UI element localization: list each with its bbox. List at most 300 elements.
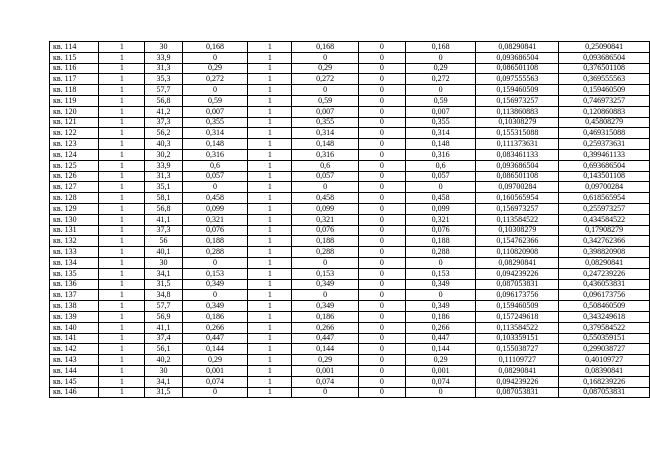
table-cell: 1 — [248, 117, 292, 128]
table-cell: 0,29 — [292, 355, 359, 366]
table-cell: 0,08290841 — [476, 257, 559, 268]
table-cell: 0,398820908 — [559, 247, 650, 258]
table-cell: 0,087053831 — [476, 387, 559, 398]
apartment-label-cell: кв. 118 — [50, 85, 99, 96]
table-cell: 0 — [358, 85, 405, 96]
table-cell: 1 — [99, 193, 145, 204]
table-cell: 0,272 — [405, 74, 476, 85]
table-cell: 0,168 — [292, 42, 359, 53]
table-cell: 0 — [358, 247, 405, 258]
table-cell: 0,007 — [292, 106, 359, 117]
table-cell: 0 — [405, 182, 476, 193]
table-cell: 0,434584522 — [559, 214, 650, 225]
table-cell: 0,349 — [405, 301, 476, 312]
apartment-label-cell: кв. 141 — [50, 333, 99, 344]
table-row — [50, 344, 650, 355]
table-cell: 0,17908279 — [559, 225, 650, 236]
table-row — [50, 117, 650, 128]
table-cell: 0 — [358, 149, 405, 160]
table-cell: 1 — [248, 365, 292, 376]
table-cell: 0 — [358, 182, 405, 193]
table-cell: 31,3 — [145, 171, 182, 182]
table-row — [50, 268, 650, 279]
table-row — [50, 376, 650, 387]
table-cell: 0,186 — [405, 311, 476, 322]
table-cell: 0,001 — [292, 365, 359, 376]
table-cell: 1 — [99, 290, 145, 301]
table-cell: 0,349 — [182, 279, 248, 290]
table-cell: 0,148 — [182, 139, 248, 150]
table-cell: 1 — [248, 139, 292, 150]
table-cell: 0 — [358, 42, 405, 53]
table-cell: 0,288 — [182, 247, 248, 258]
table-cell: 0,168 — [405, 42, 476, 53]
table-row — [50, 225, 650, 236]
table-cell: 0 — [182, 52, 248, 63]
table-cell: 1 — [99, 365, 145, 376]
table-cell: 1 — [248, 95, 292, 106]
table-cell: 56 — [145, 236, 182, 247]
table-cell: 1 — [99, 279, 145, 290]
apartment-label-cell: кв. 138 — [50, 301, 99, 312]
table-cell: 1 — [99, 311, 145, 322]
table-row — [50, 95, 650, 106]
table-row — [50, 193, 650, 204]
table-cell: 0 — [358, 52, 405, 63]
table-cell: 1 — [99, 74, 145, 85]
apartment-label-cell: кв. 144 — [50, 365, 99, 376]
table-cell: 0,458 — [292, 193, 359, 204]
apartment-label-cell: кв. 126 — [50, 171, 99, 182]
table-cell: 0,288 — [292, 247, 359, 258]
table-row — [50, 365, 650, 376]
table-cell: 0,074 — [405, 376, 476, 387]
table-cell: 1 — [248, 290, 292, 301]
table-cell: 1 — [99, 257, 145, 268]
apartment-label-cell: кв. 136 — [50, 279, 99, 290]
table-cell: 0,153 — [405, 268, 476, 279]
table-cell: 0,157249618 — [476, 311, 559, 322]
table-cell: 0,007 — [405, 106, 476, 117]
table-cell: 1 — [248, 279, 292, 290]
table-cell: 0,266 — [182, 322, 248, 333]
table-cell: 0,10308279 — [476, 225, 559, 236]
table-cell: 1 — [99, 117, 145, 128]
table-cell: 0,6 — [182, 160, 248, 171]
table-cell: 0,144 — [405, 344, 476, 355]
table-row — [50, 387, 650, 398]
apartment-label-cell: кв. 127 — [50, 182, 99, 193]
table-cell: 0,093686504 — [476, 160, 559, 171]
table-cell: 1 — [248, 63, 292, 74]
table-cell: 0,099 — [292, 203, 359, 214]
table-cell: 1 — [248, 301, 292, 312]
table-cell: 0,6 — [292, 160, 359, 171]
table-cell: 0,349 — [182, 301, 248, 312]
table-cell: 0 — [358, 128, 405, 139]
table-cell: 0,342762366 — [559, 236, 650, 247]
table-cell: 0,447 — [292, 333, 359, 344]
table-row — [50, 171, 650, 182]
table-cell: 34,1 — [145, 376, 182, 387]
table-cell: 0,447 — [405, 333, 476, 344]
table-cell: 0 — [405, 387, 476, 398]
table-cell: 0,09700284 — [559, 182, 650, 193]
table-cell: 0 — [358, 290, 405, 301]
table-cell: 0,143501108 — [559, 171, 650, 182]
table-cell: 0,113860883 — [476, 106, 559, 117]
table-cell: 0,186 — [292, 311, 359, 322]
table-cell: 0 — [292, 52, 359, 63]
table-cell: 0,001 — [405, 365, 476, 376]
table-cell: 0,316 — [405, 149, 476, 160]
table-cell: 0,59 — [292, 95, 359, 106]
table-row — [50, 203, 650, 214]
table-cell: 0,379584522 — [559, 322, 650, 333]
apartment-label-cell: кв. 128 — [50, 193, 99, 204]
table-cell: 1 — [99, 182, 145, 193]
apartment-label-cell: кв. 125 — [50, 160, 99, 171]
table-cell: 0,113584522 — [476, 214, 559, 225]
apartment-label-cell: кв. 133 — [50, 247, 99, 258]
table-cell: 0 — [358, 63, 405, 74]
table-cell: 0,508460509 — [559, 301, 650, 312]
table-cell: 0,314 — [405, 128, 476, 139]
table-cell: 1 — [99, 247, 145, 258]
table-cell: 0,094239226 — [476, 268, 559, 279]
table-cell: 0 — [358, 203, 405, 214]
table-cell: 0,255973257 — [559, 203, 650, 214]
table-cell: 0,148 — [292, 139, 359, 150]
table-cell: 1 — [99, 63, 145, 74]
table-cell: 1 — [248, 214, 292, 225]
table-cell: 0,314 — [292, 128, 359, 139]
table-cell: 0,186 — [182, 311, 248, 322]
table-row — [50, 333, 650, 344]
table-row — [50, 52, 650, 63]
table-cell: 1 — [248, 247, 292, 258]
table-cell: 35,1 — [145, 182, 182, 193]
table-cell: 0,10308279 — [476, 117, 559, 128]
table-cell: 1 — [99, 106, 145, 117]
table-cell: 0,160565954 — [476, 193, 559, 204]
table-cell: 40,3 — [145, 139, 182, 150]
table-cell: 0,093686504 — [559, 52, 650, 63]
table-cell: 30 — [145, 257, 182, 268]
table-cell: 0 — [182, 290, 248, 301]
table-cell: 0,093686504 — [476, 52, 559, 63]
table-cell: 0,168 — [182, 42, 248, 53]
table-cell: 0,007 — [182, 106, 248, 117]
table-cell: 40,2 — [145, 355, 182, 366]
table-cell: 0,188 — [405, 236, 476, 247]
table-cell: 0,08290841 — [559, 257, 650, 268]
table-cell: 0,155315088 — [476, 128, 559, 139]
table-cell: 0 — [292, 257, 359, 268]
apartment-label-cell: кв. 145 — [50, 376, 99, 387]
apartment-label-cell: кв. 117 — [50, 74, 99, 85]
apartment-label-cell: кв. 115 — [50, 52, 99, 63]
table-cell: 0,316 — [292, 149, 359, 160]
table-cell: 0 — [358, 225, 405, 236]
table-cell: 0,59 — [182, 95, 248, 106]
table-cell: 33,9 — [145, 52, 182, 63]
apartment-data-table — [49, 41, 650, 398]
table-row — [50, 149, 650, 160]
table-cell: 1 — [99, 322, 145, 333]
table-row — [50, 106, 650, 117]
table-cell: 0,099 — [182, 203, 248, 214]
apartment-label-cell: кв. 119 — [50, 95, 99, 106]
table-cell: 1 — [248, 322, 292, 333]
table-cell: 56,1 — [145, 344, 182, 355]
table-cell: 0,076 — [292, 225, 359, 236]
table-cell: 37,4 — [145, 333, 182, 344]
table-cell: 0,29 — [405, 63, 476, 74]
table-cell: 1 — [248, 160, 292, 171]
table-cell: 34,8 — [145, 290, 182, 301]
table-cell: 0,355 — [405, 117, 476, 128]
table-row — [50, 290, 650, 301]
table-cell: 1 — [99, 387, 145, 398]
table-cell: 0 — [182, 85, 248, 96]
table-cell: 0,156973257 — [476, 95, 559, 106]
table-cell: 56,9 — [145, 311, 182, 322]
table-cell: 0,288 — [405, 247, 476, 258]
table-cell: 1 — [99, 301, 145, 312]
table-cell: 0,266 — [405, 322, 476, 333]
table-cell: 0,369555563 — [559, 74, 650, 85]
table-cell: 0,159460509 — [476, 301, 559, 312]
table-cell: 0 — [182, 387, 248, 398]
table-cell: 34,1 — [145, 268, 182, 279]
table-cell: 1 — [248, 203, 292, 214]
table-cell: 0,349 — [292, 279, 359, 290]
apartment-label-cell: кв. 124 — [50, 149, 99, 160]
table-cell: 0,099 — [405, 203, 476, 214]
table-cell: 0,08390841 — [559, 365, 650, 376]
table-cell: 41,1 — [145, 322, 182, 333]
table-cell: 0,188 — [292, 236, 359, 247]
table-cell: 1 — [248, 376, 292, 387]
table-cell: 0,343249618 — [559, 311, 650, 322]
table-cell: 1 — [99, 333, 145, 344]
table-row — [50, 42, 650, 53]
table-cell: 1 — [99, 85, 145, 96]
table-cell: 0,746973257 — [559, 95, 650, 106]
table-cell: 0 — [358, 387, 405, 398]
table-cell: 0,316 — [182, 149, 248, 160]
table-cell: 0 — [405, 290, 476, 301]
table-row — [50, 182, 650, 193]
apartment-label-cell: кв. 140 — [50, 322, 99, 333]
table-row — [50, 85, 650, 96]
table-cell: 1 — [248, 333, 292, 344]
table-cell: 0,11109727 — [476, 355, 559, 366]
table-cell: 1 — [99, 268, 145, 279]
table-cell: 0,144 — [182, 344, 248, 355]
table-cell: 0,59 — [405, 95, 476, 106]
table-cell: 0,096173756 — [476, 290, 559, 301]
table-cell: 1 — [99, 236, 145, 247]
table-cell: 1 — [248, 85, 292, 96]
table-cell: 0,355 — [292, 117, 359, 128]
table-cell: 56,8 — [145, 203, 182, 214]
table-cell: 0 — [358, 333, 405, 344]
table-cell: 0,08290841 — [476, 365, 559, 376]
table-cell: 0 — [182, 182, 248, 193]
table-cell: 0,29 — [182, 355, 248, 366]
table-cell: 1 — [99, 214, 145, 225]
table-cell: 0 — [358, 214, 405, 225]
table-cell: 0,25090841 — [559, 42, 650, 53]
table-cell: 0,154762366 — [476, 236, 559, 247]
table-cell: 0,188 — [182, 236, 248, 247]
table-cell: 0 — [292, 182, 359, 193]
table-cell: 0,6 — [405, 160, 476, 171]
table-cell: 0,349 — [405, 279, 476, 290]
table-cell: 0,111373631 — [476, 139, 559, 150]
table-cell: 0,168239226 — [559, 376, 650, 387]
table-cell: 0,144 — [292, 344, 359, 355]
table-cell: 0,272 — [182, 74, 248, 85]
table-cell: 0 — [358, 365, 405, 376]
table-cell: 0,376501108 — [559, 63, 650, 74]
table-row — [50, 236, 650, 247]
table-cell: 1 — [248, 257, 292, 268]
table-cell: 0,074 — [182, 376, 248, 387]
table-cell: 1 — [99, 225, 145, 236]
table-cell: 0 — [358, 193, 405, 204]
table-cell: 57,7 — [145, 301, 182, 312]
table-cell: 40,1 — [145, 247, 182, 258]
table-cell: 1 — [248, 74, 292, 85]
table-cell: 1 — [99, 355, 145, 366]
table-cell: 56,8 — [145, 95, 182, 106]
table-cell: 0,29 — [292, 63, 359, 74]
table-row — [50, 257, 650, 268]
table-cell: 1 — [248, 128, 292, 139]
table-cell: 0,693686504 — [559, 160, 650, 171]
table-cell: 0,153 — [292, 268, 359, 279]
table-row — [50, 279, 650, 290]
table-cell: 1 — [248, 311, 292, 322]
apartment-label-cell: кв. 142 — [50, 344, 99, 355]
table-cell: 0,083461133 — [476, 149, 559, 160]
table-cell: 0,45808279 — [559, 117, 650, 128]
table-cell: 0,469315088 — [559, 128, 650, 139]
table-cell: 1 — [248, 106, 292, 117]
table-cell: 31,5 — [145, 387, 182, 398]
table-row — [50, 74, 650, 85]
table-cell: 0,103359151 — [476, 333, 559, 344]
table-cell: 0 — [358, 74, 405, 85]
table-cell: 0,094239226 — [476, 376, 559, 387]
apartment-label-cell: кв. 131 — [50, 225, 99, 236]
table-cell: 0 — [358, 171, 405, 182]
table-cell: 0,001 — [182, 365, 248, 376]
apartment-label-cell: кв. 135 — [50, 268, 99, 279]
apartment-label-cell: кв. 114 — [50, 42, 99, 53]
table-cell: 0,097555563 — [476, 74, 559, 85]
table-cell: 0,086501108 — [476, 171, 559, 182]
table-cell: 0,314 — [182, 128, 248, 139]
table-cell: 0,076 — [405, 225, 476, 236]
apartment-label-cell: кв. 116 — [50, 63, 99, 74]
table-cell: 1 — [248, 387, 292, 398]
table-cell: 33,9 — [145, 160, 182, 171]
apartment-label-cell: кв. 137 — [50, 290, 99, 301]
table-cell: 0 — [358, 279, 405, 290]
table-cell: 1 — [99, 160, 145, 171]
table-cell: 57,7 — [145, 85, 182, 96]
table-row — [50, 63, 650, 74]
table-cell: 0,321 — [182, 214, 248, 225]
apartment-label-cell: кв. 121 — [50, 117, 99, 128]
table-cell: 0 — [292, 290, 359, 301]
table-cell: 0,299038727 — [559, 344, 650, 355]
table-cell: 0,153 — [182, 268, 248, 279]
table-cell: 0,156973257 — [476, 203, 559, 214]
apartment-label-cell: кв. 129 — [50, 203, 99, 214]
table-cell: 0,618565954 — [559, 193, 650, 204]
table-cell: 0,321 — [405, 214, 476, 225]
table-cell: 1 — [248, 149, 292, 160]
table-cell: 0,159460509 — [476, 85, 559, 96]
table-cell: 1 — [99, 171, 145, 182]
table-cell: 0,110820908 — [476, 247, 559, 258]
table-row — [50, 322, 650, 333]
table-cell: 0,057 — [405, 171, 476, 182]
table-cell: 0,399461133 — [559, 149, 650, 160]
table-cell: 1 — [248, 268, 292, 279]
table-cell: 0 — [358, 236, 405, 247]
table-cell: 1 — [248, 225, 292, 236]
table-cell: 0 — [405, 85, 476, 96]
table-cell: 37,3 — [145, 225, 182, 236]
table-cell: 0,447 — [182, 333, 248, 344]
table-cell: 1 — [99, 139, 145, 150]
table-cell: 0,436053831 — [559, 279, 650, 290]
table-cell: 0,076 — [182, 225, 248, 236]
table-row — [50, 128, 650, 139]
table-row — [50, 214, 650, 225]
table-cell: 1 — [99, 95, 145, 106]
table-row — [50, 311, 650, 322]
table-cell: 0 — [358, 106, 405, 117]
table-cell: 0 — [292, 387, 359, 398]
table-cell: 0 — [358, 311, 405, 322]
table-cell: 0,057 — [182, 171, 248, 182]
table-cell: 1 — [99, 128, 145, 139]
table-cell: 0,08290841 — [476, 42, 559, 53]
table-cell: 0 — [358, 257, 405, 268]
apartment-label-cell: кв. 139 — [50, 311, 99, 322]
table-body — [50, 42, 650, 398]
table-cell: 0,155038727 — [476, 344, 559, 355]
table-cell: 0 — [358, 322, 405, 333]
table-cell: 0,148 — [405, 139, 476, 150]
table-cell: 0,349 — [292, 301, 359, 312]
table-cell: 0,272 — [292, 74, 359, 85]
table-cell: 0,057 — [292, 171, 359, 182]
table-cell: 0,355 — [182, 117, 248, 128]
table-cell: 1 — [248, 52, 292, 63]
table-cell: 1 — [248, 344, 292, 355]
table-cell: 1 — [99, 203, 145, 214]
table-cell: 56,2 — [145, 128, 182, 139]
table-cell: 1 — [248, 355, 292, 366]
